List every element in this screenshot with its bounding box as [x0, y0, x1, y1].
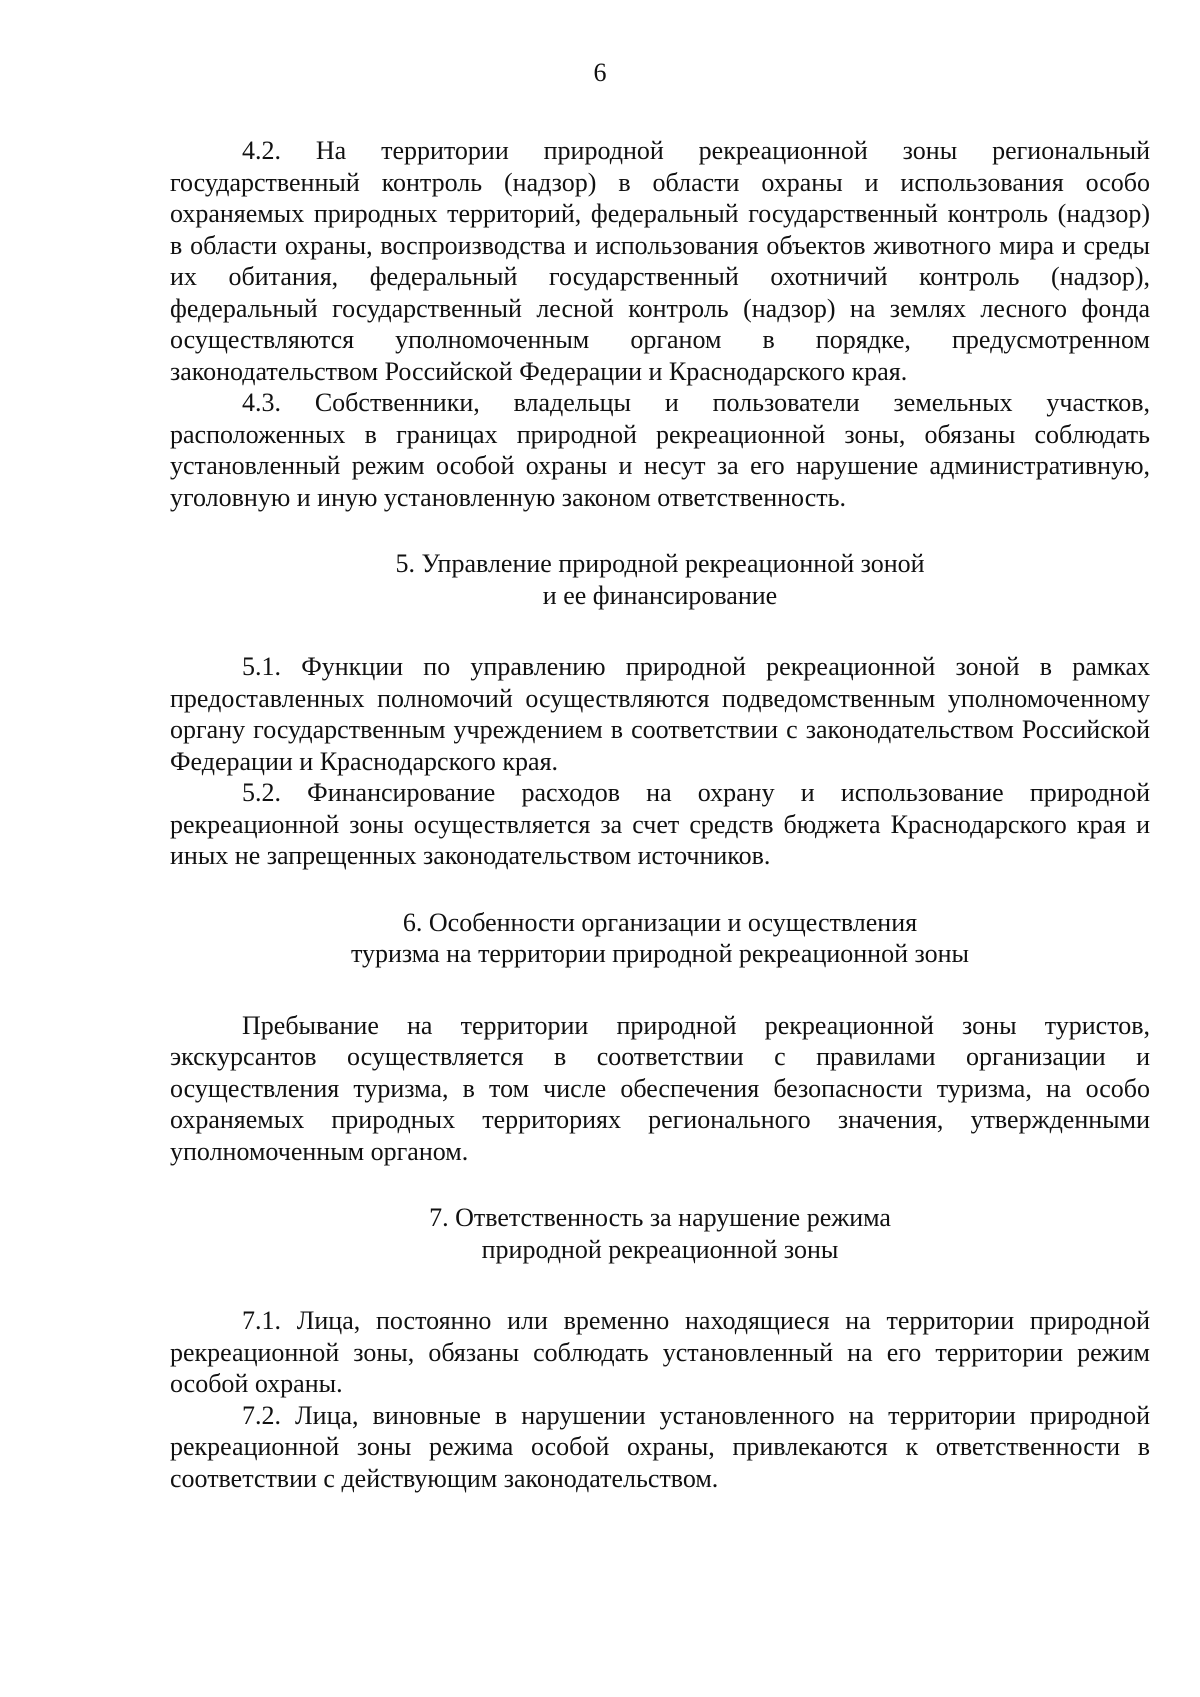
paragraph-7-2: 7.2. Лица, виновные в нарушении установленного на территории природной рекреационной зоны режима особой охраны, привлекаются к ответственности в соответствии с действующим законодательством. [170, 1400, 1150, 1493]
section-heading-5 [170, 548, 1150, 611]
paragraph-5-2: 5.2. Финансирование расходов на охрану и использование природной рекреационной зоны осуществляется за счет средств бюджета Краснодарского края и иных не запрещенных законодательством источников. [170, 778, 1150, 870]
heading-line: 5. Управление природной рекреационной зоной [395, 549, 925, 578]
paragraph-4-2: 4.2. На территории природной рекреационной зоны региональный государственный контроль (надзор) в области охраны и использования особо охраняемых природных территорий, федеральный государственный контроль (надзор) в области охраны, воспроизводства и использования объектов животного мира и среды их обитания, федеральный государственный охотничий контроль (надзор), федеральный государственный лесной контроль (надзор) на землях лесного фонда осуществляются уполномоченным органом в порядке, предусмотренном законодательством Российской Федерации и Краснодарского края. [170, 136, 1150, 386]
paragraph-5-1: 5.1. Функции по управлению природной рекреационной зоной в рамках предоставленных полномочий осуществляются подведомственным уполномоченному органу государственным учреждением в соответствии с законодательством Российской Федерации и Краснодарского края. [170, 652, 1150, 776]
paragraph-6: Пребывание на территории природной рекреационной зоны туристов, экскурсантов осуществляется в соответствии с правилами организации и осуществления туризма, в том числе обеспечения безопасности туризма, на особо охраняемых природных территориях регионального значения, утвержденными уполномоченным органом. [170, 1010, 1150, 1166]
section-heading-7 [170, 1202, 1150, 1265]
document-body [170, 135, 1150, 1494]
section-heading-6 [170, 907, 1150, 970]
page-number: 6 [593, 58, 607, 87]
paragraph-7-1: 7.1. Лица, постоянно или временно находящиеся на территории природной рекреационной зоны, обязаны соблюдать установленный на его территории режим особой охраны. [170, 1306, 1150, 1398]
heading-line: 6. Особенности организации и осуществления [402, 907, 918, 937]
heading-line: туризма на территории природной рекреационной зоны [350, 939, 970, 968]
heading-line: 7. Ответственность за нарушение режима [429, 1203, 891, 1232]
paragraph-4-3: 4.3. Собственники, владельцы и пользователи земельных участков, расположенных в границах природной рекреационной зоны, обязаны соблюдать установленный режим особой охраны и несут за его нарушение административную, уголовную и иную установленную законом ответственность. [170, 388, 1150, 512]
heading-line: природной рекреационной зоны [481, 1234, 839, 1264]
heading-line: и ее финансирование [542, 580, 778, 610]
